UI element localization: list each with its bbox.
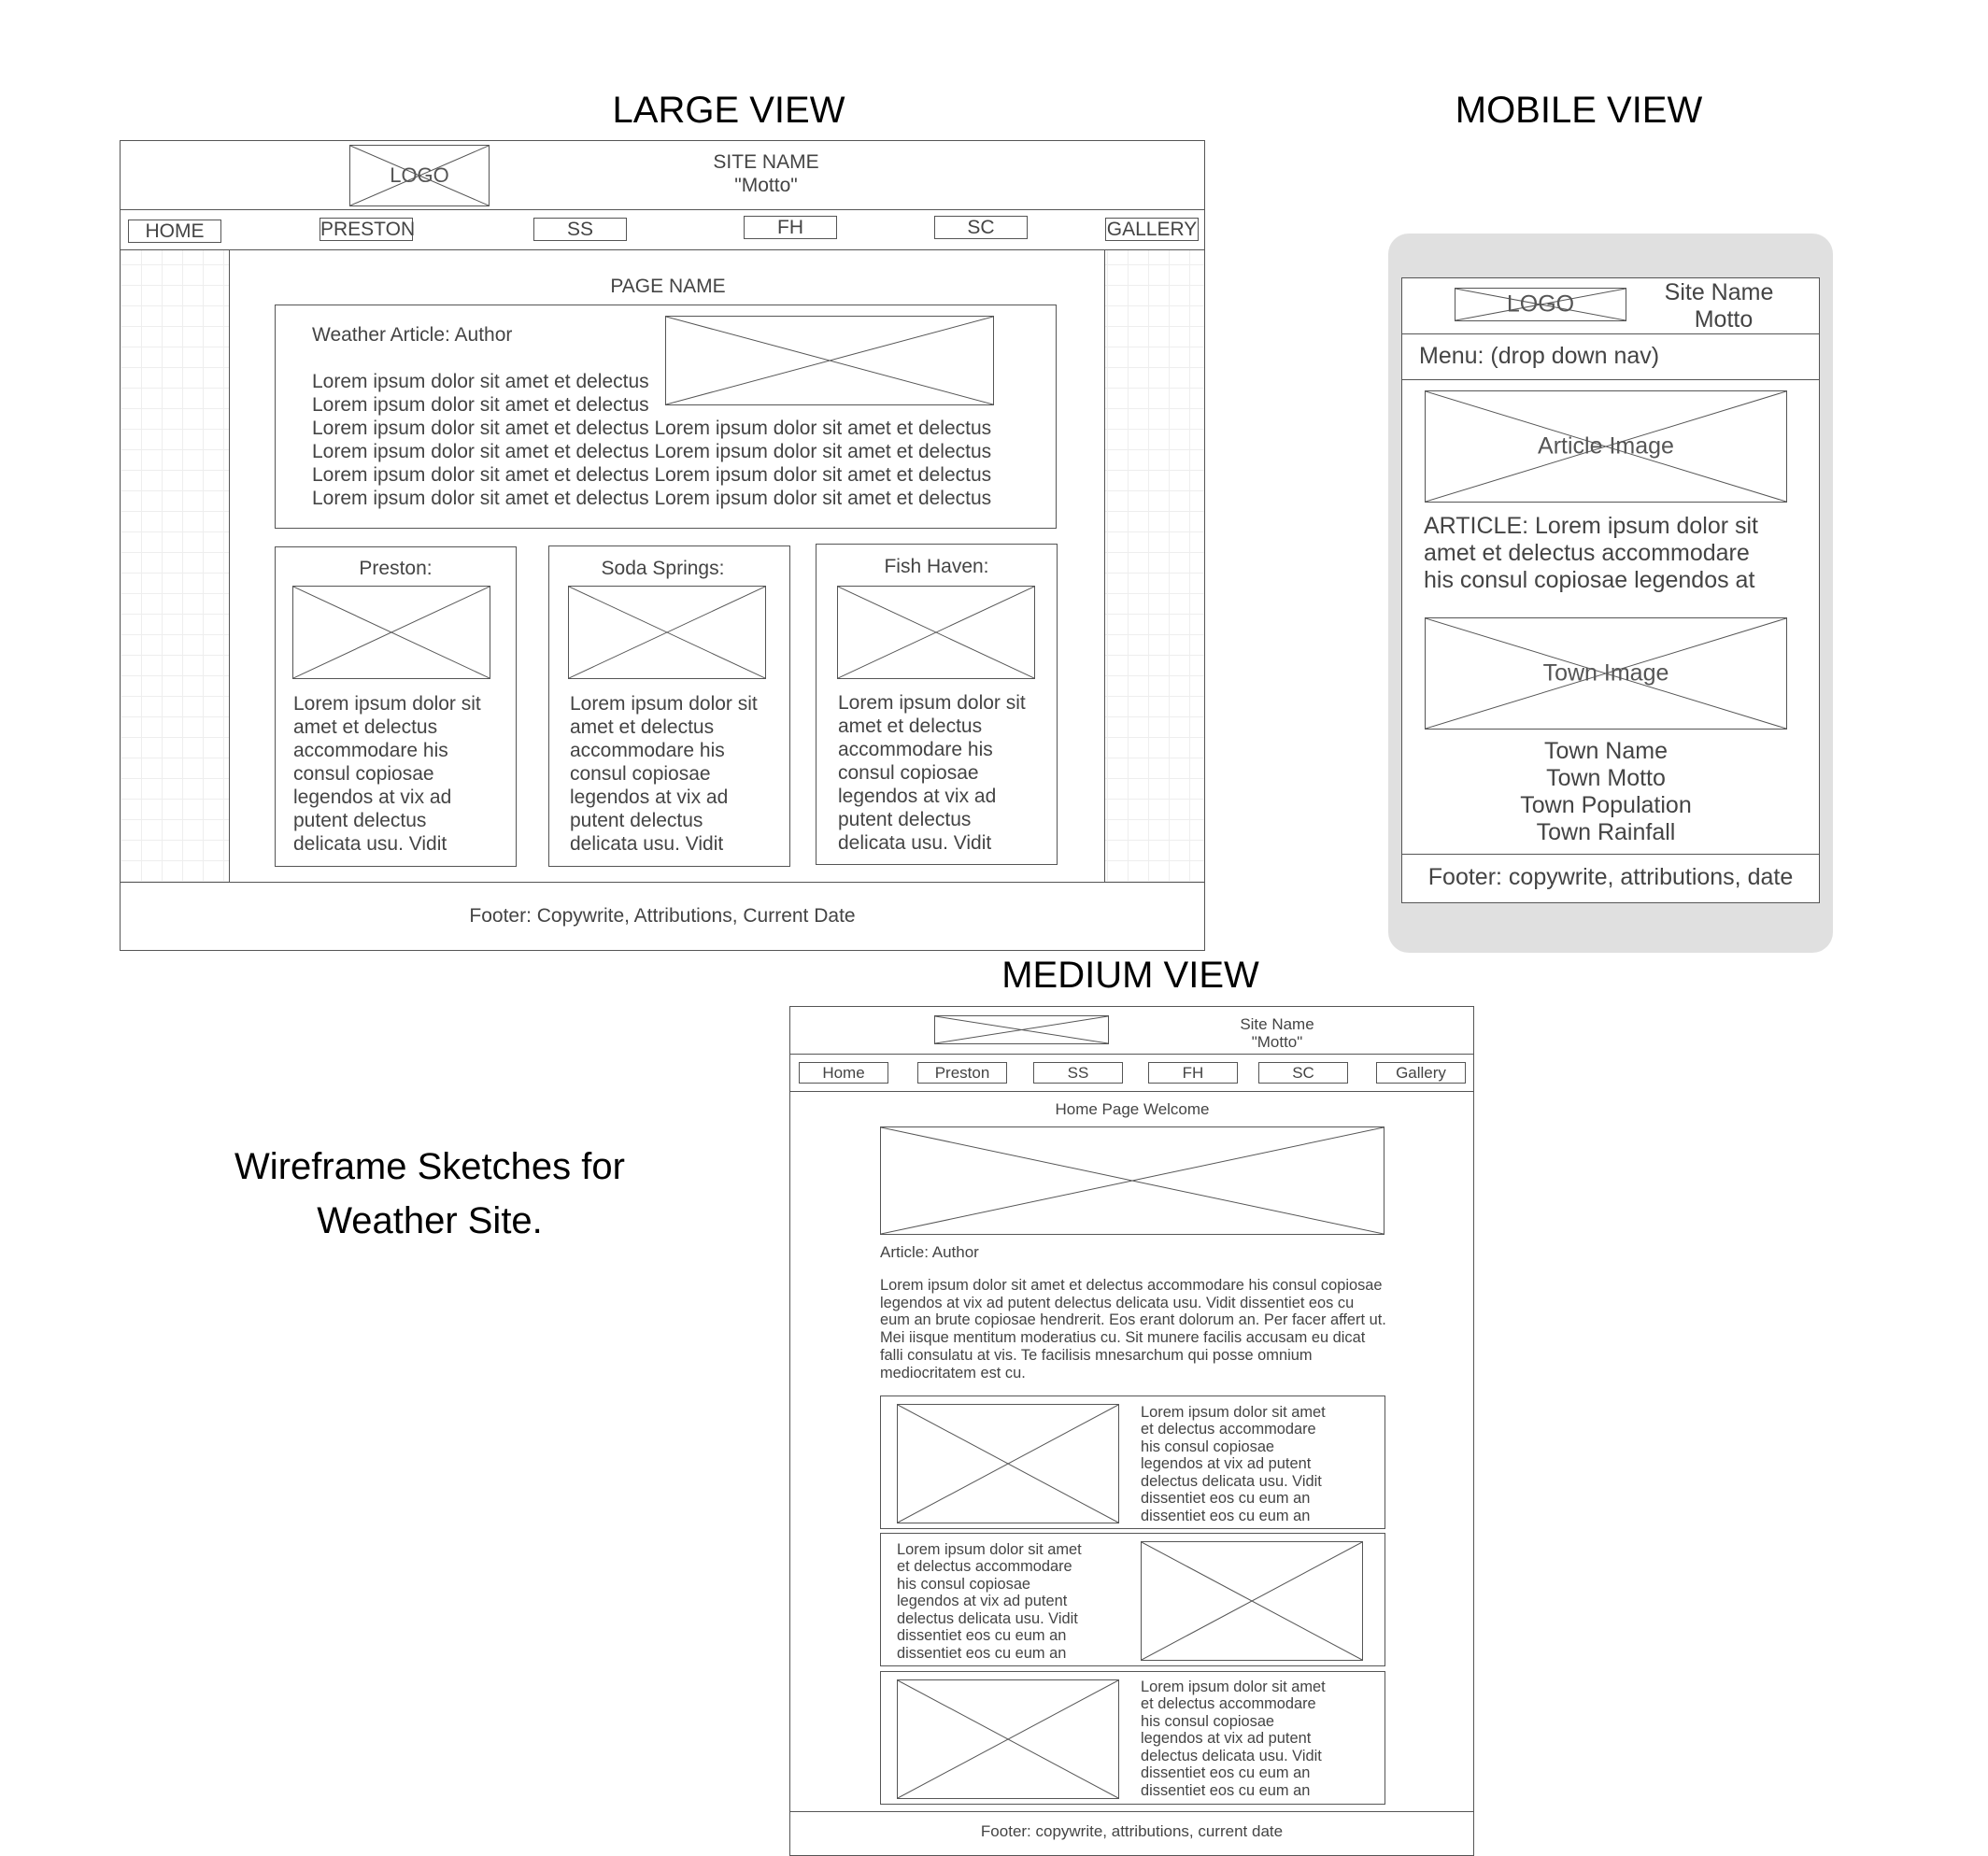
medium-card-line: et delectus accommodare [897, 1558, 1072, 1575]
large-article-line: Lorem ipsum dolor sit amet et delectus Lorem ipsum dolor sit amet et delectus [312, 441, 992, 462]
large-site-name: SITE NAME [713, 151, 819, 173]
large-town-line: Lorem ipsum dolor sit [838, 692, 1026, 714]
mobile-footer-divider [1401, 854, 1820, 855]
large-footer-text: Footer: Copywrite, Attributions, Current Date [469, 905, 856, 927]
large-nav-fh[interactable]: FH [744, 216, 837, 239]
large-town-line: Lorem ipsum dolor sit [293, 693, 481, 715]
large-town-line: putent delectus [838, 809, 972, 830]
large-logo-label: LOGO [390, 163, 449, 187]
medium-nav-divider [789, 1091, 1474, 1092]
large-town-line: amet et delectus [838, 715, 983, 737]
large-nav-home[interactable]: HOME [128, 220, 221, 243]
mobile-article-line: his consul copiosae legendos at [1424, 567, 1755, 593]
large-town-image-placeholder [837, 586, 1035, 679]
large-town-line: accommodare his [293, 740, 448, 761]
large-article-image-placeholder [665, 316, 994, 405]
mobile-footer-text: Footer: copywrite, attributions, date [1427, 864, 1794, 890]
medium-card-line: Lorem ipsum dolor sit amet [1141, 1679, 1326, 1695]
medium-nav-fh[interactable]: FH [1148, 1062, 1238, 1084]
large-town-image-placeholder [292, 586, 490, 679]
medium-article-text: Lorem ipsum dolor sit amet et delectus accommodare his consul copiosae legendos at vix ad putent delectus delicata usu. Vidit dissentiet eos cu eum an brute copiosae hendrerit. Eos erant dolorum an. Per facer affert ut. Mei iisque mentitum moderatius cu. Sit munere facilis accusam eu dicat falli consulatu at vis. Te facilisis mnesarchum qui posse omnium mediocritatem est cu. [880, 1277, 1386, 1381]
large-town-line: Lorem ipsum dolor sit [570, 693, 758, 715]
medium-welcome-title: Home Page Welcome [1055, 1100, 1210, 1118]
large-article-line: Lorem ipsum dolor sit amet et delectus [312, 394, 649, 416]
medium-footer-divider [789, 1811, 1474, 1812]
mobile-town-image-placeholder [1425, 617, 1787, 730]
medium-card-line: dissentiet eos cu eum an [1141, 1508, 1311, 1524]
mobile-motto: Motto [1694, 306, 1754, 333]
mobile-article-image-placeholder [1425, 390, 1787, 503]
mobile-article-line: ARTICLE: Lorem ipsum dolor sit [1424, 513, 1758, 539]
large-logo-placeholder [349, 145, 490, 206]
large-motto: "Motto" [734, 175, 798, 196]
mobile-town-name: Town Name [1544, 738, 1668, 764]
medium-site-name: Site Name [1240, 1015, 1314, 1033]
large-page-name: PAGE NAME [610, 276, 726, 297]
mobile-header-divider [1401, 333, 1820, 334]
large-nav-sc[interactable]: SC [934, 216, 1028, 239]
large-article-line: Lorem ipsum dolor sit amet et delectus Lorem ipsum dolor sit amet et delectus [312, 464, 992, 486]
medium-card-image-placeholder [1141, 1541, 1363, 1661]
medium-nav-home[interactable]: Home [799, 1062, 888, 1084]
medium-card-line: his consul copiosae [1141, 1713, 1275, 1730]
large-nav-gallery[interactable]: GALLERY [1106, 219, 1198, 240]
large-nav-bar [120, 209, 1205, 250]
medium-card-line: et delectus accommodare [1141, 1695, 1316, 1712]
large-town-line: putent delectus [570, 810, 703, 831]
medium-nav-gallery[interactable]: Gallery [1376, 1062, 1466, 1084]
large-town-line: consul copiosae [293, 763, 434, 785]
medium-card-line: dissentiet eos cu eum an [897, 1627, 1067, 1644]
large-header [120, 140, 1205, 210]
medium-card-image-placeholder [897, 1679, 1119, 1799]
medium-card-line: his consul copiosae [1141, 1438, 1275, 1455]
large-town-line: legendos at vix ad [293, 786, 452, 808]
medium-card-line: et delectus accommodare [1141, 1421, 1316, 1438]
mobile-logo-label: LOGO [1506, 290, 1575, 318]
medium-card-line: his consul copiosae [897, 1576, 1031, 1593]
large-town-line: amet et delectus [570, 716, 715, 738]
medium-card-line: delectus delicata usu. Vidit [1141, 1473, 1322, 1490]
medium-card-line: legendos at vix ad putent [897, 1593, 1068, 1609]
caption [149, 1140, 710, 1248]
medium-nav-sc[interactable]: SC [1258, 1062, 1348, 1084]
large-town-line: accommodare his [570, 740, 725, 761]
medium-view-heading: MEDIUM VIEW [1001, 955, 1259, 996]
mobile-logo-placeholder [1455, 288, 1626, 321]
medium-card-line: legendos at vix ad putent [1141, 1730, 1312, 1747]
medium-nav-ss[interactable]: SS [1033, 1062, 1123, 1084]
large-nav-ss[interactable]: SS [533, 218, 627, 241]
medium-card-line: Lorem ipsum dolor sit amet [897, 1541, 1082, 1558]
medium-card-line: delectus delicata usu. Vidit [897, 1610, 1078, 1627]
caption-line-1: Wireframe Sketches for [234, 1146, 625, 1187]
medium-card-line: dissentiet eos cu eum an [897, 1645, 1067, 1662]
medium-header-divider [789, 1054, 1474, 1055]
medium-card-line: legendos at vix ad putent [1141, 1455, 1312, 1472]
large-town-line: legendos at vix ad [570, 786, 729, 808]
large-town-name: Soda Springs: [601, 558, 725, 579]
medium-card-line: Lorem ipsum dolor sit amet [1141, 1404, 1326, 1421]
medium-motto: "Motto" [1251, 1033, 1303, 1051]
large-town-line: consul copiosae [838, 762, 979, 784]
large-town-image-placeholder [568, 586, 766, 679]
large-town-line: delicata usu. Vidit [838, 832, 992, 854]
large-article-line: Lorem ipsum dolor sit amet et delectus [312, 371, 649, 392]
large-article-line: Lorem ipsum dolor sit amet et delectus Lorem ipsum dolor sit amet et delectus [312, 488, 992, 509]
large-town-name: Preston: [359, 558, 433, 579]
medium-card-line: dissentiet eos cu eum an [1141, 1782, 1311, 1799]
large-town-line: consul copiosae [570, 763, 711, 785]
mobile-site-name: Site Name [1664, 279, 1774, 305]
medium-card-line: delectus delicata usu. Vidit [1141, 1748, 1322, 1764]
large-town-line: putent delectus [293, 810, 427, 831]
mobile-menu-dropdown[interactable]: Menu: (drop down nav) [1419, 343, 1660, 369]
mobile-town-motto: Town Motto [1546, 765, 1666, 791]
medium-footer-text: Footer: copywrite, attributions, current date [980, 1822, 1284, 1840]
medium-card-line: dissentiet eos cu eum an [1141, 1764, 1311, 1781]
mobile-view-heading: MOBILE VIEW [1455, 90, 1703, 131]
medium-card-image-placeholder [897, 1404, 1119, 1523]
large-town-line: accommodare his [838, 739, 993, 760]
mobile-town-population: Town Population [1520, 792, 1692, 818]
medium-card-line: dissentiet eos cu eum an [1141, 1490, 1311, 1507]
medium-nav-preston[interactable]: Preston [917, 1062, 1007, 1084]
large-town-line: delicata usu. Vidit [570, 833, 724, 855]
medium-logo-placeholder [934, 1015, 1109, 1044]
mobile-article-line: amet et delectus accommodare [1424, 540, 1750, 566]
medium-article-title: Article: Author [880, 1243, 979, 1261]
large-town-line: delicata usu. Vidit [293, 833, 447, 855]
medium-hero-image-placeholder [880, 1126, 1384, 1235]
caption-line-2: Weather Site. [317, 1200, 543, 1241]
large-article-title: Weather Article: Author [312, 324, 513, 346]
large-town-line: legendos at vix ad [838, 786, 997, 807]
mobile-menu-divider [1401, 379, 1820, 380]
mobile-town-rainfall: Town Rainfall [1536, 819, 1676, 845]
mobile-town-image-label: Town Image [1542, 659, 1669, 687]
large-nav-preston[interactable]: PRESTON [320, 219, 416, 240]
mobile-article-image-label: Article Image [1538, 432, 1674, 460]
large-article-line: Lorem ipsum dolor sit amet et delectus Lorem ipsum dolor sit amet et delectus [312, 418, 992, 439]
large-town-name: Fish Haven: [884, 556, 989, 577]
large-view-heading: LARGE VIEW [612, 90, 845, 131]
large-town-line: amet et delectus [293, 716, 438, 738]
